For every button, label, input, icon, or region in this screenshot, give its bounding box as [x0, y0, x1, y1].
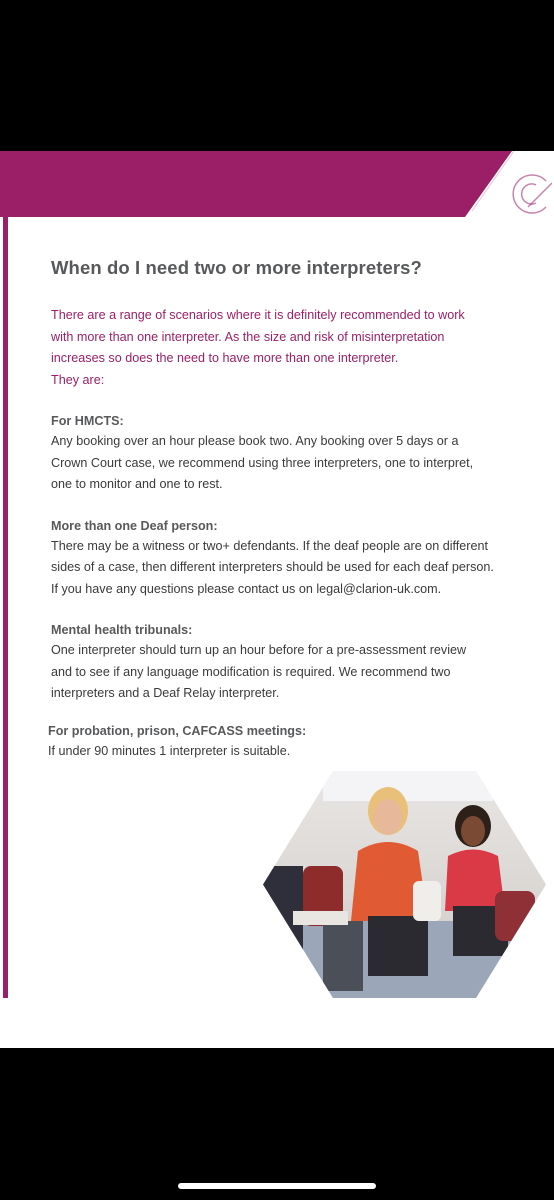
section-line: There may be a witness or two+ defendants. If the deaf people are on different: [51, 538, 488, 553]
section-probation-prison-cafcass: [48, 721, 546, 763]
header-band: [0, 151, 554, 217]
document-page: [0, 151, 554, 1048]
left-accent-bar: [3, 217, 8, 998]
section-body: [51, 640, 546, 705]
section-line: one to monitor and one to rest.: [51, 477, 223, 491]
content: [48, 257, 546, 762]
section-line: Crown Court case, we recommend using three interpreters, one to interpret,: [51, 455, 474, 470]
intro-line: There are a range of scenarios where it is definitely recommended to work: [51, 308, 465, 322]
section-body: [48, 741, 546, 763]
home-indicator[interactable]: [178, 1183, 376, 1189]
intro-line: with more than one interpreter. As the size and risk of misinterpretation: [51, 329, 445, 344]
section-line: If under 90 minutes 1 interpreter is suitable.: [48, 743, 291, 758]
page-title: When do I need two or more interpreters?: [51, 257, 422, 278]
intro-line: They are:: [51, 372, 105, 387]
section-line: interpreters and a Deaf Relay interpreter.: [51, 686, 280, 700]
section-body: [51, 431, 546, 496]
section-more-than-one-deaf-person: [51, 516, 546, 601]
section-line: Any booking over an hour please book two. Any booking over 5 days or a: [51, 434, 459, 448]
section-heading: For HMCTS:: [51, 414, 124, 428]
section-heading: More than one Deaf person:: [51, 518, 218, 533]
section-body: [51, 536, 546, 601]
section-line: sides of a case, then different interpreters should be used for each deaf person.: [51, 560, 494, 574]
hexagon-photo: [263, 771, 546, 998]
section-line: and to see if any language modification is required. We recommend two: [51, 664, 451, 679]
intro-paragraph: [51, 305, 546, 391]
section-line: One interpreter should turn up an hour before for a pre-assessment review: [51, 643, 467, 657]
section-hmcts: [51, 411, 546, 496]
section-heading: For probation, prison, CAFCASS meetings:: [48, 723, 307, 738]
intro-line: increases so does the need to have more than one interpreter.: [51, 351, 399, 365]
section-heading: Mental health tribunals:: [51, 623, 193, 637]
clarion-c-logo-icon: [506, 171, 552, 217]
section-mental-health-tribunals: [51, 620, 546, 705]
section-line: If you have any questions please contact us on legal@clarion-uk.com.: [51, 581, 442, 596]
